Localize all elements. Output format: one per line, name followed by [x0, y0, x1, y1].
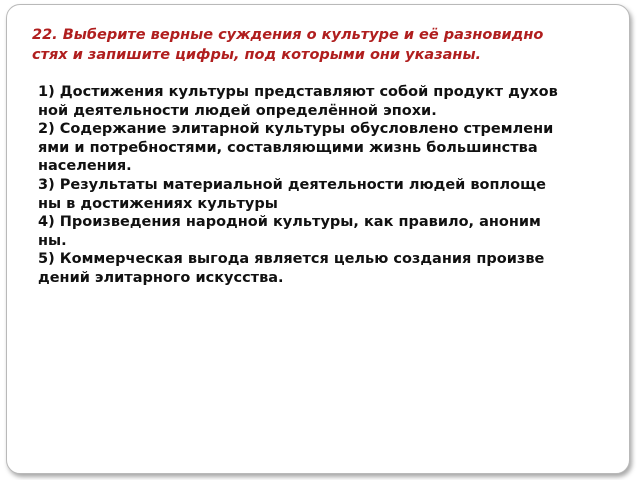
- statement-item-3: 3) Результаты материальной деятельности людей воплоще ны в достижениях культуры: [38, 176, 546, 212]
- statement-list: [38, 83, 618, 288]
- statement-item-2: 2) Содержание элитарной культуры обусловлено стремлени ями и потребностями, составляющими жизнь большинства населения.: [38, 121, 554, 175]
- slide-card: [6, 4, 630, 474]
- question-title: 22. Выберите верные суждения о культуре и её разновидно стях и запишите цифры, под которыми они указаны.: [32, 27, 544, 63]
- statement-item-1: 1) Достижения культуры представляют собой продукт духов ной деятельности людей определённой эпохи.: [38, 84, 558, 119]
- statement-item-4: 4) Произведения народной культуры, как правило, аноним ны.: [38, 214, 541, 249]
- statement-item-5: 5) Коммерческая выгода является целью создания произве дений элитарного искусства.: [38, 251, 545, 286]
